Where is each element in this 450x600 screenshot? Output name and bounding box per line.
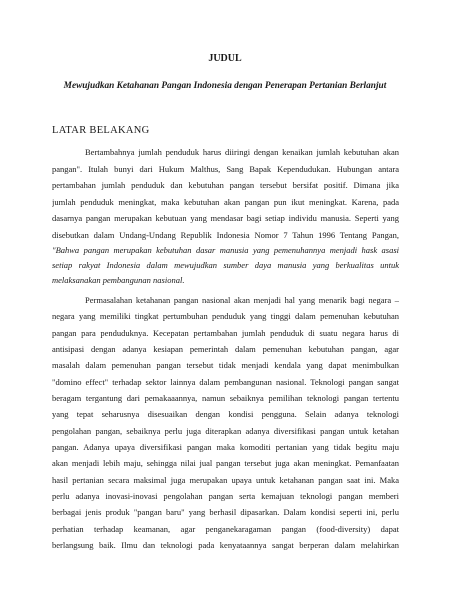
paragraph-2 <box>52 292 399 554</box>
paragraph-line: antisipasi dengan adanya kesiapan pemerintah dalam pemenuhan kebutuhan pangan, agar <box>52 344 399 355</box>
paragraph-line: yang tepat seharusnya disesuaikan dengan kondisi pengguna. Selain adanya teknologi <box>52 409 399 420</box>
quote-line: melaksanakan pembangunan nasional. <box>52 275 185 285</box>
section-heading: LATAR BELAKANG <box>52 125 150 136</box>
paragraph-line: pangan para penduduknya. Kecepatan pertambahan jumlah penduduk di suatu negara harus di <box>52 327 399 338</box>
paragraph-line: Bertambahnya jumlah penduduk harus diiringi dengan kenaikan jumlah kebutuhan akan <box>85 147 399 157</box>
document-title: JUDUL <box>208 53 242 64</box>
quote-line: setiap rakyat Indonesia dalam mewujudkan sumber daya manusia yang berkualitas untuk <box>52 260 399 270</box>
paragraph-line: pangan". Itulah bunyi dari Hukum Malthus, Sang Bapak Kependudukan. Hubungan antara <box>52 163 399 174</box>
document-subtitle: Mewujudkan Ketahanan Pangan Indonesia dengan Penerapan Pertanian Berlanjut <box>63 81 387 91</box>
paragraph-line: perlu adanya inovasi-inovasi pengolahan pangan serta kemajuan teknologi pangan memberi <box>52 491 399 502</box>
paragraph-line: Permasalahan ketahanan pangan nasional akan menjadi hal yang menarik bagi negara – <box>85 295 399 305</box>
paragraph-line: beragam tergantung dari pemakaaannya, namun sebaiknya pemilihan teknologi pangan tertentu <box>52 393 399 404</box>
paragraph-line: masalah dalam pemenuhan pangan tersebut tidak menjadi kendala yang dapat menimbulkan <box>52 360 399 371</box>
paragraph-line: hasil pertanian secara maksimal juga merupakan upaya untuk ketahanan pangan saat ini. Maka <box>52 474 399 485</box>
law-quote <box>52 243 399 288</box>
paragraph-line: pangan. Adanya upaya diversifikasi pangan maka komoditi pertanian yang tidak begitu maju <box>52 442 399 453</box>
quote-line: "Bahwa pangan merupakan kebutuhan dasar manusia yang pemenuhannya menjadi hask asasi <box>52 245 399 255</box>
paragraph-line: akan menjadi lebih maju, sehingga nilai jual pangan tersebut juga akan meningkat. Pemanfaatan <box>52 458 399 469</box>
paragraph-line: berbagai jenis produk "pangan baru" yang berhasil dipasarkan. Dalam kondisi seperti ini, perlu <box>52 507 399 518</box>
paragraph-line: pertambahan jumlah penduduk dan kebutuhan pangan tersebut bersifat positif. Dimana jika <box>52 180 399 190</box>
paragraph-1 <box>52 144 399 243</box>
paragraph-line: pengolahan pangan, sebaiknya perlu juga diterapkan adanya diversifikasi pangan untuk ketahan <box>52 425 399 436</box>
paragraph-line: dasarnya pangan merupakan kebutuan yang mendasar bagi setiap individu manusia. Seperti yang <box>52 213 399 223</box>
paragraph-line: perhatian terhadap keamanan, agar penganekaragaman pangan (food-diversity) dapat <box>52 523 399 534</box>
paragraph-line: negara yang memiliki tingkat pertumbuhan penduduk yang tinggi dalam pemenuhan kebutuhan <box>52 311 399 322</box>
paragraph-line: jumlah penduduk meningkat, maka kebutuhan akan pangan pun ikut meningkat. Karena, pada <box>52 196 399 207</box>
paragraph-line: "domino effect" terhadap sektor lainnya dalam pembangunan nasional. Teknologi pangan sangat <box>52 376 399 387</box>
paragraph-line: berlangsung baik. Ilmu dan teknologi pada kenyataannya sangat berperan dalam melahirkan <box>52 540 399 551</box>
paragraph-line: disebutkan dalam Undang-Undang Republik Indonesia Nomor 7 Tahun 1996 Tentang Pangan, <box>52 229 399 240</box>
